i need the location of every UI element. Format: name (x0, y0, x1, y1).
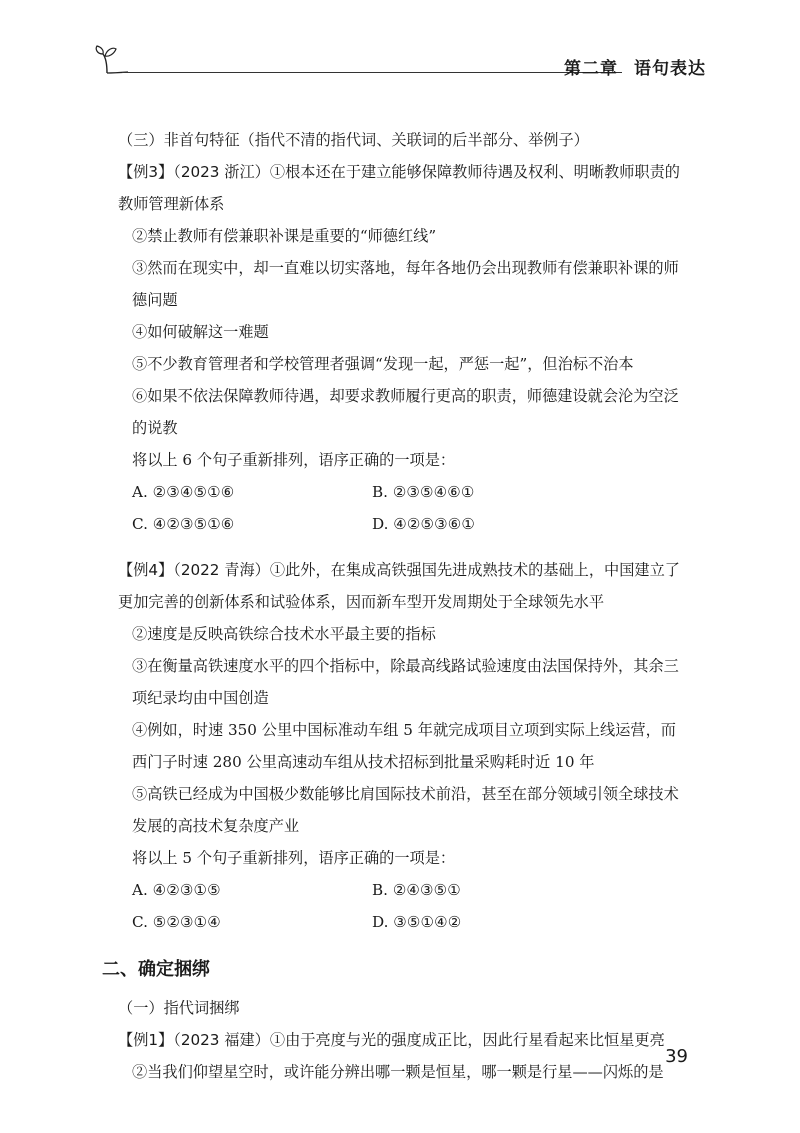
section-heading: （三）非首句特征（指代不清的指代词、关联词的后半部分、举例子） (118, 131, 589, 149)
example-source: （2022 青海） (173, 561, 270, 579)
example-3-question: 将以上 6 个句子重新排列，语序正确的一项是： (132, 451, 456, 469)
sentence-text: ①此外，在集成高铁强国先进成熟技术的基础上，中国建立了更加完善的创新体系和试验体系，因而新车型开发周期处于全球领先水平 (118, 561, 680, 611)
option-c: C. ④②③⑤①⑥ (132, 515, 235, 533)
spacer (118, 540, 686, 554)
option-a: A. ④②③①⑤ (132, 881, 221, 899)
sentence-text: ①根本还在于建立能够保障教师待遇及权利、明晰教师职责的教师管理新体系 (118, 163, 680, 213)
option-b: B. ②④③⑤① (372, 881, 461, 899)
option-d: D. ③⑤①④② (372, 913, 462, 931)
example-3-sentence-3: ③然而在现实中，却一直难以切实落地，每年各地仍会出现教师有偿兼职补课的师德问题 (132, 259, 679, 309)
example-3-options-row-2 (118, 508, 686, 540)
example-source: （2023 福建） (173, 1031, 270, 1049)
header-rule (122, 72, 622, 73)
chapter-section-heading: 二、确定捆绑 (102, 959, 210, 980)
example-1-sentence-2: ②当我们仰望星空时，或许能分辨出哪一颗是恒星，哪一颗是行星——闪烁的是 (132, 1063, 664, 1081)
example-tag: 【例3】 (118, 163, 174, 181)
example-4-sentence-5: ⑤高铁已经成为中国极少数能够比肩国际技术前沿，甚至在部分领域引领全球技术发展的高技术复杂度产业 (132, 785, 679, 835)
example-4-options-row-2 (118, 906, 686, 938)
page-content (102, 124, 686, 1088)
running-header (94, 40, 706, 80)
example-3-sentence-1 (118, 156, 686, 220)
sprout-icon (94, 40, 128, 76)
example-4-sentence-4: ④例如，时速 350 公里中国标准动车组 5 年就完成项目立项到实际上线运营，而西门子时速 280 公里高速动车组从技术招标到批量采购耗时近 10 年 (132, 721, 676, 771)
example-4-sentence-1 (118, 554, 686, 618)
chapter-name: 语句表达 (634, 59, 706, 79)
example-source: （2023 浙江） (173, 163, 270, 181)
spacer (118, 938, 686, 950)
subsection-heading: （一）指代词捆绑 (118, 999, 240, 1017)
chapter-label: 第二章 (564, 59, 618, 79)
example-4-sentence-2: ②速度是反映高铁综合技术水平最主要的指标 (132, 625, 436, 643)
example-3-sentence-4: ④如何破解这一难题 (132, 323, 269, 341)
example-3-options-row-1 (118, 476, 686, 508)
example-tag: 【例4】 (118, 561, 174, 579)
option-b: B. ②③⑤④⑥① (372, 483, 475, 501)
example-4-options-row-1 (118, 874, 686, 906)
page-number: 39 (665, 1046, 688, 1067)
sentence-text: ①由于亮度与光的强度成正比，因此行星看起来比恒星更亮 (269, 1031, 665, 1049)
example-3-sentence-5: ⑤不少教育管理者和学校管理者强调“发现一起，严惩一起”，但治标不治本 (132, 355, 634, 373)
example-3-sentence-2: ②禁止教师有偿兼职补课是重要的“师德红线” (132, 227, 437, 245)
example-3-sentence-6: ⑥如果不依法保障教师待遇，却要求教师履行更高的职责，师德建设就会沦为空泛的说教 (132, 387, 679, 437)
option-c: C. ⑤②③①④ (132, 913, 221, 931)
option-a: A. ②③④⑤①⑥ (132, 483, 235, 501)
example-1-sentence-1 (118, 1024, 686, 1056)
example-4-question: 将以上 5 个句子重新排列，语序正确的一项是： (132, 849, 456, 867)
chapter-title (564, 54, 706, 79)
example-tag: 【例1】 (118, 1031, 174, 1049)
example-4-sentence-3: ③在衡量高铁速度水平的四个指标中，除最高线路试验速度由法国保持外，其余三项纪录均由中国创造 (132, 657, 679, 707)
option-d: D. ④②⑤③⑥① (372, 515, 475, 533)
